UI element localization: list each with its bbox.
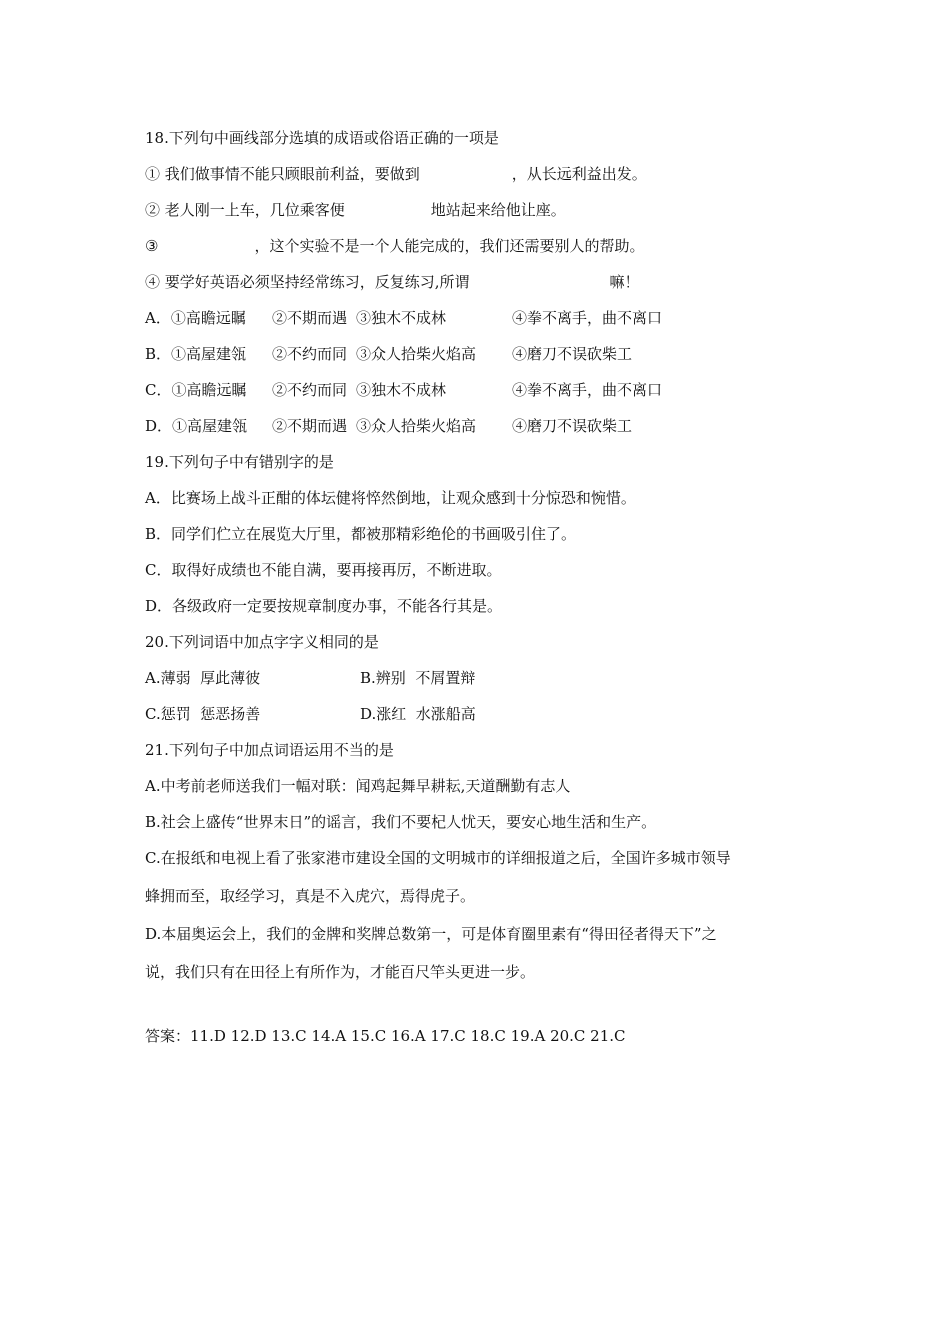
answer-key: 答案：11.D 12.D 13.C 14.A 15.C 16.A 17.C 18.C 19.A 20.C 21.C [145, 1027, 626, 1045]
q18-option-d-col1: D．①高屋建瓴 [145, 417, 248, 435]
q21-option-d-line2: 说，我们只有在田径上有所作为，才能百尺竿头更进一步。 [145, 963, 536, 981]
q18-s1-text-a: ① 我们做事情不能只顾眼前利益，要做到 [145, 165, 420, 183]
q19-option-c: C．取得好成绩也不能自满，要再接再厉，不断进取。 [145, 561, 502, 579]
q20-option-c: C.惩罚 惩恶扬善 [145, 705, 261, 723]
q21-option-d-line1: D.本届奥运会上，我们的金牌和奖牌总数第一，可是体育圈里素有“得田径者得天下”之 [145, 925, 717, 943]
q21-title: 21.下列句子中加点词语运用不当的是 [145, 741, 394, 759]
q18-option-d-col4: ④磨刀不误砍柴工 [512, 417, 633, 435]
q18-option-a-col4: ④拳不离手，曲不离口 [512, 309, 663, 327]
q19-option-a: A．比赛场上战斗正酣的体坛健将悴然倒地，让观众感到十分惊恐和惋惜。 [145, 489, 636, 507]
q19-option-d: D．各级政府一定要按规章制度办事，不能各行其是。 [145, 597, 503, 615]
q21-option-b: B.社会上盛传“世界末日”的谣言，我们不要杞人忧天，要安心地生活和生产。 [145, 813, 657, 831]
q18-sentence-2 [145, 200, 566, 220]
q18-option-b-col3: ③众人拾柴火焰高 [356, 345, 477, 363]
q21-option-a: A.中考前老师送我们一幅对联：闻鸡起舞早耕耘,天道酬勤有志人 [145, 777, 571, 795]
q18-option-b-col2: ②不约而同 [272, 345, 348, 363]
q18-option-a-col1: A．①高瞻远瞩 [145, 309, 246, 327]
q19-option-b: B．同学们伫立在展览大厅里，都被那精彩绝伦的书画吸引住了。 [145, 525, 577, 543]
q18-s4-text-a: ④ 要学好英语必须坚持经常练习，反复练习,所谓 [145, 273, 470, 291]
q18-s2-text-b: 地站起来给他让座。 [430, 201, 566, 219]
q18-s3-text-a: ③ [145, 237, 159, 255]
q18-option-b-col1: B．①高屋建瓴 [145, 345, 247, 363]
q18-option-c-col3: ③独木不成林 [356, 381, 447, 399]
q18-option-c-col2: ②不约而同 [272, 381, 348, 399]
q18-s3-text-b: ，这个实验不是一个人能完成的，我们还需要别人的帮助。 [254, 237, 645, 255]
q18-sentence-4 [145, 272, 640, 292]
q18-s1-text-b: ，从长远利益出发。 [511, 165, 647, 183]
q18-sentence-1 [145, 164, 647, 184]
q18-sentence-3 [145, 236, 644, 256]
q18-s4-text-b: 嘛！ [609, 273, 640, 291]
q20-option-a: A.薄弱 厚此薄彼 [145, 669, 261, 687]
q18-option-a-col2: ②不期而遇 [272, 309, 348, 327]
q18-option-c-col1: C．①高瞻远瞩 [145, 381, 247, 399]
q20-option-b: B.辨别 不屑置辩 [360, 669, 476, 687]
q21-option-c-line2: 蜂拥而至，取经学习，真是不入虎穴，焉得虎子。 [145, 887, 476, 905]
q18-option-d-col2: ②不期而遇 [272, 417, 348, 435]
q19-title: 19.下列句子中有错别字的是 [145, 453, 334, 471]
q21-option-c-line1: C.在报纸和电视上看了张家港市建设全国的文明城市的详细报道之后，全国许多城市领导 [145, 849, 731, 867]
q18-option-b-col4: ④磨刀不误砍柴工 [512, 345, 633, 363]
q18-option-d-col3: ③众人拾柴火焰高 [356, 417, 477, 435]
q18-option-a-col3: ③独木不成林 [356, 309, 447, 327]
q18-option-c-col4: ④拳不离手，曲不离口 [512, 381, 663, 399]
q18-s2-text-a: ② 老人刚一上车，几位乘客便 [145, 201, 345, 219]
q18-title: 18.下列句中画线部分选填的成语或俗语正确的一项是 [145, 129, 499, 147]
q20-option-d: D.涨红 水涨船高 [360, 705, 476, 723]
q20-title: 20.下列词语中加点字字义相同的是 [145, 633, 379, 651]
